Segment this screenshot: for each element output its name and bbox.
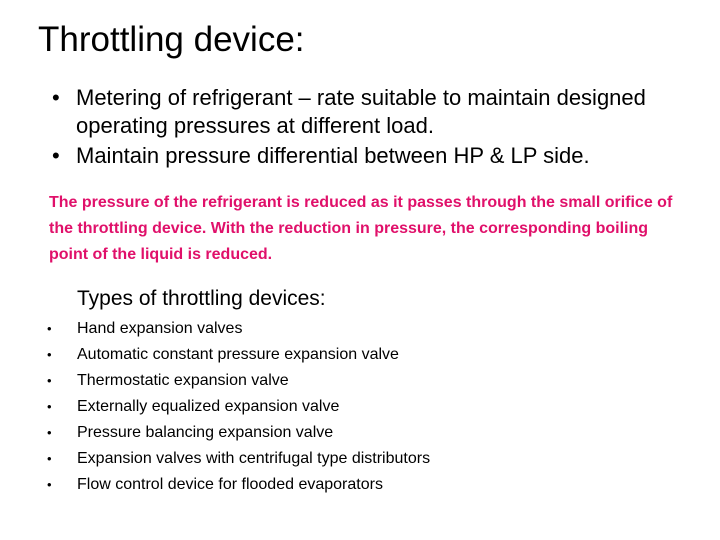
list-item <box>47 394 430 420</box>
list-item-text: Automatic constant pressure expansion valve <box>77 346 399 363</box>
list-item <box>47 472 430 498</box>
slide-title: Throttling device: <box>38 20 305 59</box>
bullet-text: Maintain pressure differential between HP & LP side. <box>76 143 590 168</box>
list-item <box>47 368 430 394</box>
bullet-marker: • <box>47 321 52 336</box>
list-item-text: Expansion valves with centrifugal type distributors <box>77 450 431 467</box>
bullet-marker: • <box>47 373 52 388</box>
bullet-marker: • <box>52 85 60 110</box>
bullet-marker: • <box>47 425 52 440</box>
list-item-text: Externally equalized expansion valve <box>77 398 340 415</box>
list-item-text: Hand expansion valves <box>77 320 243 337</box>
types-heading: Types of throttling devices: <box>77 287 326 310</box>
list-item <box>47 316 430 342</box>
bullet-marker: • <box>47 347 52 362</box>
list-item-text: Thermostatic expansion valve <box>77 372 289 389</box>
bullet-marker: • <box>47 399 52 414</box>
highlight-paragraph: The pressure of the refrigerant is reduced as it passes through the small orifice of the throttling device. With the reduction in pressure, the corresponding boiling point of the liquid is reduced. <box>49 194 673 263</box>
list-item <box>47 446 430 472</box>
bullet-item <box>52 142 692 170</box>
list-item-text: Pressure balancing expansion valve <box>77 424 334 441</box>
main-bullet-list <box>52 84 692 172</box>
bullet-marker: • <box>52 143 60 168</box>
bullet-marker: • <box>47 477 52 492</box>
list-item <box>47 342 430 368</box>
bullet-text: Metering of refrigerant – rate suitable to maintain designed operating pressures at different load. <box>76 85 646 138</box>
bullet-item <box>52 84 692 140</box>
list-item-text: Flow control device for flooded evaporators <box>77 476 383 493</box>
types-list <box>47 316 430 498</box>
bullet-marker: • <box>47 451 52 466</box>
list-item <box>47 420 430 446</box>
